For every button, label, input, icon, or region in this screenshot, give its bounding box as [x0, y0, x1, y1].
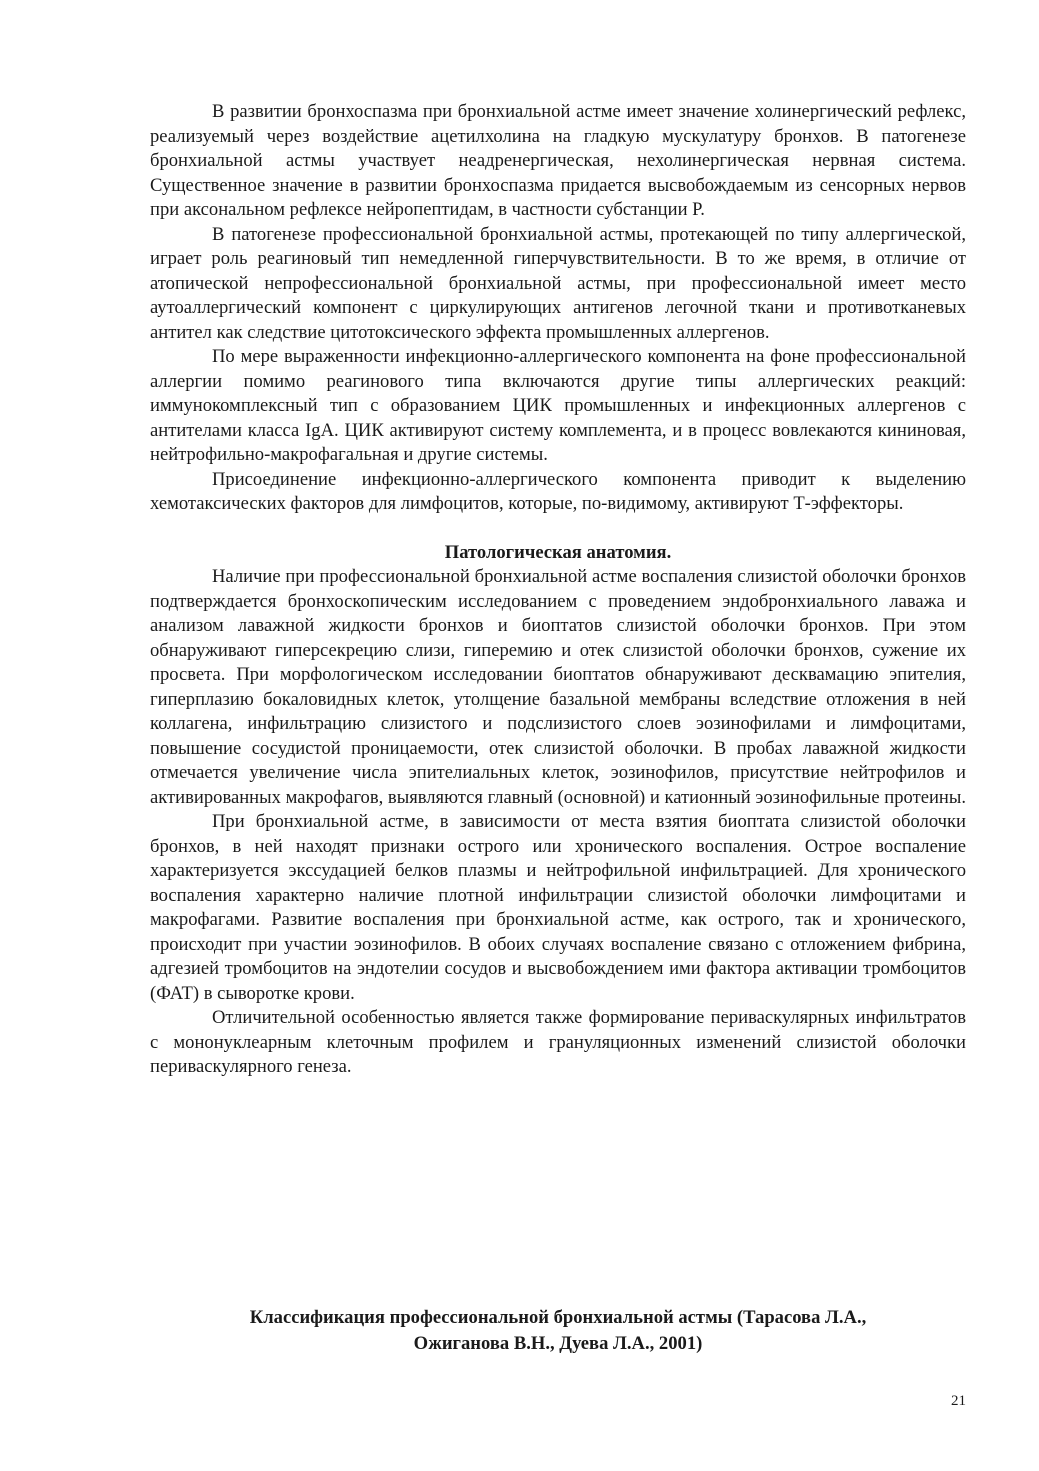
paragraph-chemotactic-factors: Присоединение инфекционно-аллергического компонента приводит к выделению хемотаксических факторов для лимфоцитов, которые, по-видимому, активируют Т-эффекторы. — [150, 468, 966, 514]
page-number: 21 — [951, 1393, 966, 1409]
page-body — [150, 100, 966, 1080]
paragraph-perivascular-infiltrates: Отличительной особенностью является также формирование периваскулярных инфильтратов с мононуклеарным клеточным профилем и грануляционных изменений слизистой оболочки периваскулярного генеза. — [150, 1007, 966, 1077]
paragraph-bronchospasm-reflex: В развитии бронхоспазма при бронхиальной астме имеет значение холинергический рефлекс, реализуемый через воздействие ацетилхолина на гладкую мускулатуру бронхов. В патогенезе бронхиальной астмы участвует неадренергическая, нехолинергическая нервная система. Существенное значение в развитии бронхоспазма придается высвобождаемым из сенсорных нервов при аксональном рефлексе нейропептидам, в частности субстанции Р. — [150, 101, 966, 220]
paragraph-allergic-pathogenesis: В патогенезе профессиональной бронхиальной астмы, протекающей по типу аллергической, играет роль реагиновый тип немедленной гиперчувствительности. В то же время, в отличие от атопической непрофессиональной бронхиальной астмы, при профессиональной имеет место аутоаллергический компонент с циркулирующих антигенов легочной ткани и противотканевых антител как следствие цитотоксического эффекта промышленных аллергенов. — [150, 223, 966, 343]
paragraph-bronchoscopy-findings: Наличие при профессиональной бронхиальной астме воспаления слизистой оболочки бронхов подтверждается бронхоскопическим исследованием с проведением эндобронхиального лаважа и анализом лаважной жидкости бронхов и биоптатов слизистой оболочки бронхов. При этом обнаруживают гиперсекрецию слизи, гиперемию и отек слизистой оболочки бронхов, сужение их просвета. При морфологическом исследовании биоптатов обнаруживают десквамацию эпителия, гиперплазию бокаловидных клеток, утолщение базальной мембраны вследствие отложения в ней коллагена, инфильтрацию слизистого и подслизистого слоев эозинофилами и лимфоцитами, повышение сосудистой проницаемости, отек слизистой оболочки. В пробах лаважной жидкости отмечается увеличение числа эпителиальных клеток, эозинофилов, присутствие нейтрофилов и активированных макрофагов, выявляются главный (основной) и катионный эозинофильные протеины. — [150, 566, 966, 808]
classification-title-line-1: Классификация профессиональной бронхиальной астмы (Тарасова Л.А., — [249, 1307, 867, 1328]
paragraph-infectious-allergic-component: По мере выраженности инфекционно-аллергического компонента на фоне профессиональной аллергии помимо реагинового типа включаются другие типы аллергических реакций: иммунокомплексный тип с образованием ЦИК промышленных и инфекционных аллергенов с антителами класса IgA. ЦИК активируют систему комплемента, и в процесс вовлекаются кининовая, нейтрофильно-макрофагальная и другие системы. — [150, 346, 966, 465]
classification-title — [150, 1305, 966, 1357]
paragraph-acute-chronic-inflammation: При бронхиальной астме, в зависимости от места взятия биоптата слизистой оболочки бронхов, в ней находят признаки острого или хронического воспаления. Острое воспаление характеризуется экссудацией белков плазмы и нейтрофильной инфильтрацией. Для хронического воспаления характерно наличие плотной инфильтрации слизистой оболочки лимфоцитами и макрофагами. Развитие воспаления при бронхиальной астме, как острого, так и хронического, происходит при участии эозинофилов. В обоих случаях воспаление связано с отложением фибрина, адгезией тромбоцитов на эндотелии сосудов и высвобождением ими фактора активации тромбоцитов (ФАТ) в сыворотке крови. — [150, 811, 966, 1004]
section-title-pathological-anatomy: Патологическая анатомия. — [444, 541, 672, 563]
classification-title-line-2: Ожиганова В.Н., Дуева Л.А., 2001) — [413, 1333, 703, 1354]
